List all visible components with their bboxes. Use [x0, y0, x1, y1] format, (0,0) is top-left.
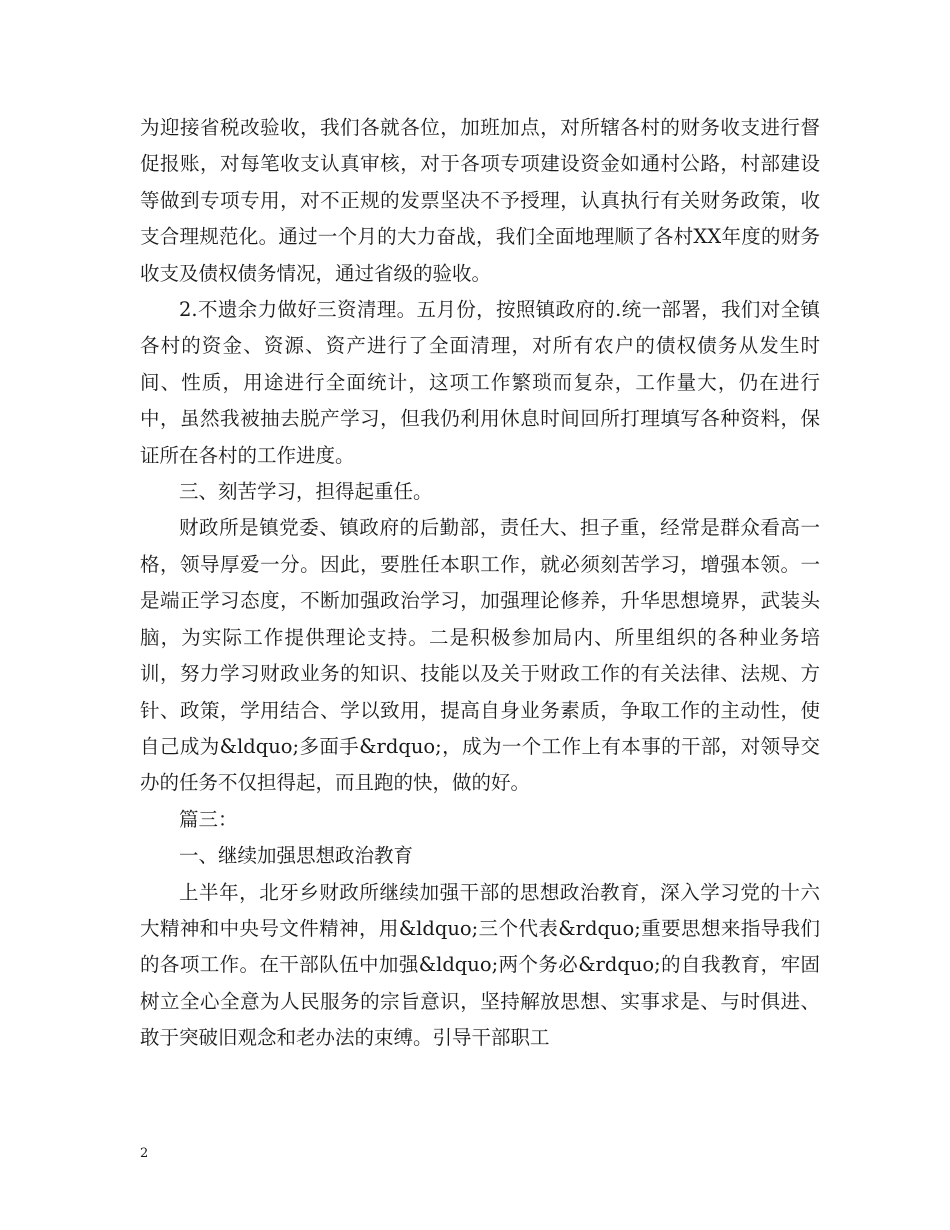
page-number: 2 — [140, 1146, 149, 1161]
part-heading: 篇三： — [179, 807, 238, 831]
section-heading-3: 三、刻苦学习，担得起重任。 — [179, 480, 433, 504]
section-heading-1: 一、继续加强思想政治教育 — [179, 844, 414, 868]
paragraph-7: 上半年，北牙乡财政所继续加强干部的思想政治教育，深入学习党的十六大精神和中央号文件精神，用&ldquo;三个代表&rdquo;重要思想来指导我们的各项工作。在干部队伍中加强&ldquo;两个务必&rdquo;的自我教育，牢固树立全心全意为人民服务的宗旨意识，坚持解放思想、实事求是、与时俱进、敢于突破旧观念和老办法的束缚。引导干部职工 — [140, 880, 820, 1050]
paragraph-4: 财政所是镇党委、镇政府的后勤部，责任大、担子重，经常是群众看高一格，领导厚爱一分。因此，要胜任本职工作，就必须刻苦学习，增强本领。一是端正学习态度，不断加强政治学习，加强理论修养，升华思想境界，武装头脑，为实际工作提供理论支持。二是积极参加局内、所里组织的各种业务培训，努力学习财政业务的知识、技能以及关于财政工作的有关法律、法规、方针、政策，学用结合、学以致用，提高自身业务素质，争取工作的主动性，使自己成为&ldquo;多面手&rdquo;，成为一个工作上有本事的干部，对领导交办的任务不仅担得起，而且跑的快，做的好。 — [140, 516, 820, 795]
paragraph-1: 为迎接省税改验收，我们各就各位，加班加点，对所辖各村的财务收支进行督促报账，对每笔收支认真审核，对于各项专项建设资金如通村公路，村部建设等做到专项专用，对不正规的发票坚决不予授理，认真执行有关财务政策，收支合理规范化。通过一个月的大力奋战，我们全面地理顺了各村XX年度的财务收支及债权债务情况，通过省级的验收。 — [140, 116, 820, 285]
paragraph-2: 2.不遗余力做好三资清理。五月份，按照镇政府的.统一部署，我们对全镇各村的资金、资源、资产进行了全面清理，对所有农户的债权债务从发生时间、性质，用途进行全面统计，这项工作繁琐而复杂，工作量大，仍在进行中，虽然我被抽去脱产学习，但我仍利用休息时间回所打理填写各种资料，保证所在各村的工作进度。 — [140, 298, 820, 467]
body-text — [140, 110, 820, 1057]
